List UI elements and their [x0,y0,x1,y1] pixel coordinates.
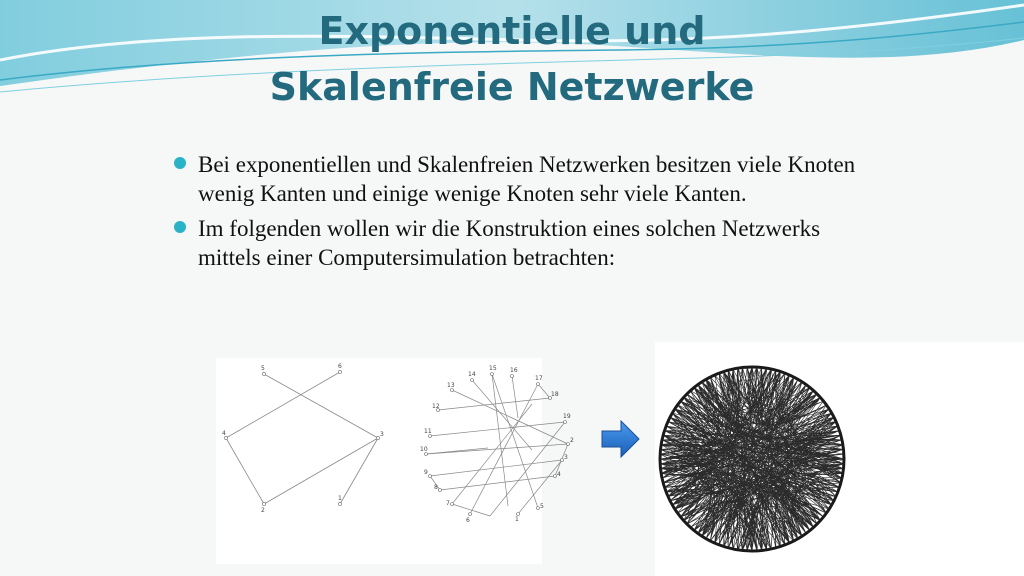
node-label: 3 [564,454,568,461]
bullet-list [172,150,872,278]
medium-network-graph [400,358,590,564]
node-label: 8 [434,484,438,491]
node-label: 6 [338,363,342,370]
bullet-dot-icon [174,157,186,169]
medium-network-figure [400,358,590,564]
node-label: 4 [222,430,226,437]
dense-network-figure [655,342,1024,576]
dense-network-graph [655,342,1024,576]
node-label: 13 [447,382,455,389]
node-label: 19 [563,413,571,420]
node-label: 5 [540,503,544,510]
bullet-item [172,150,872,208]
node-label: 11 [424,428,432,435]
node-label: 1 [515,516,519,523]
small-network-graph [216,358,406,564]
node-label: 4 [557,471,561,478]
node-label: 6 [466,517,470,524]
slide-title-line2: Skalenfreie Netzwerke [269,65,755,109]
node-label: 14 [468,371,476,378]
node-label: 7 [446,500,450,507]
slide-title-line1: Exponentielle und [318,9,706,53]
node-label: 3 [380,431,384,438]
node-label: 12 [432,403,440,410]
bullet-dot-icon [174,221,186,233]
node-label: 9 [424,469,428,476]
node-label: 2 [570,437,574,444]
bullet-item [172,214,872,272]
node-label: 10 [420,446,428,453]
node-label: 18 [551,391,559,398]
bullet-text: Bei exponentiellen und Skalenfreien Netzwerken besitzen viele Knoten wenig Kanten und einige wenige Knoten sehr viele Kanten. [198,152,856,206]
bullet-text: Im folgenden wollen wir die Konstruktion eines solchen Netzwerks mittels einer Computersimulation betrachten: [198,216,821,270]
right-arrow-icon [601,420,641,458]
node-label: 16 [510,367,518,374]
node-label: 5 [261,365,265,372]
node-label: 15 [489,365,497,372]
node-label: 1 [338,495,342,502]
node-label: 2 [261,507,265,514]
node-label: 17 [535,375,543,382]
